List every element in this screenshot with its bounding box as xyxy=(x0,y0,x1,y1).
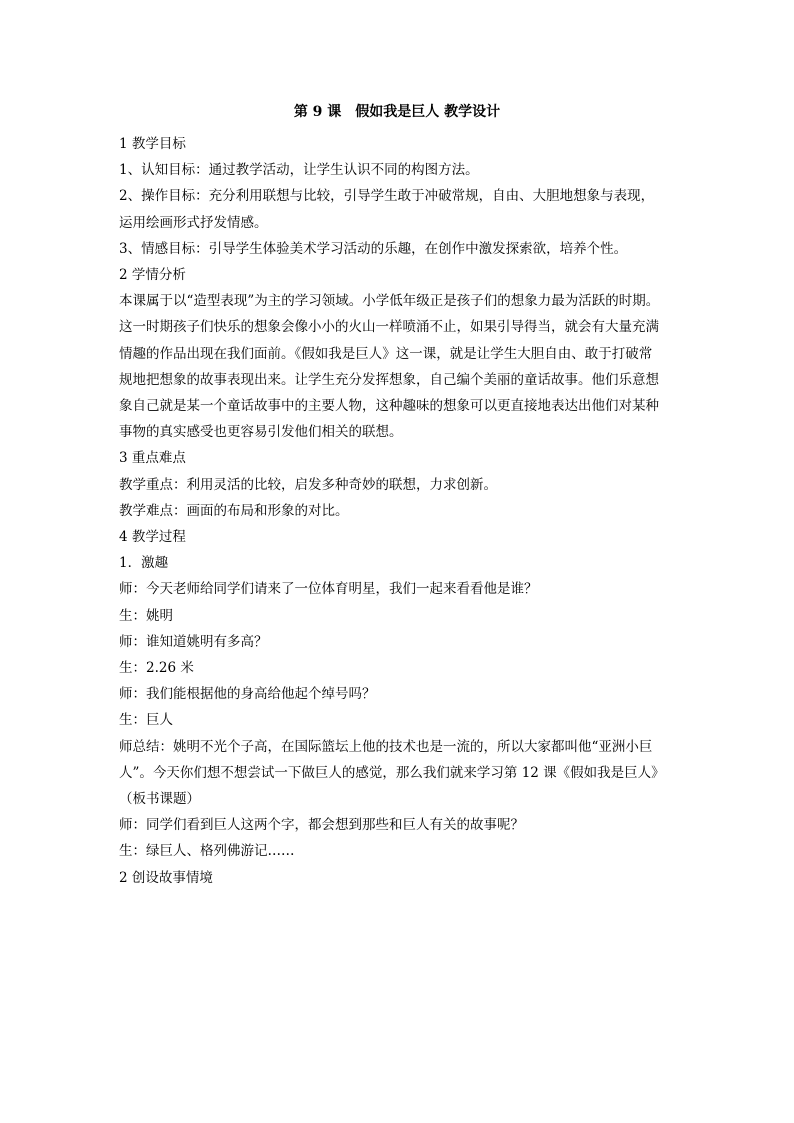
section-heading-key-points: 3 重点难点 xyxy=(119,450,186,467)
paragraph: 这一时期孩子们快乐的想象会像小小的火山一样喷涌不止，如果引导得当，就会有大量充满 xyxy=(119,319,659,336)
section-heading-objectives: 1 教学目标 xyxy=(119,136,186,152)
paragraph: 事物的真实感受也更容易引发他们相关的联想。 xyxy=(119,424,403,441)
subsection-heading: 1．激趣 xyxy=(119,555,169,572)
dialogue-line: 生：姚明 xyxy=(119,607,173,624)
document-body xyxy=(119,131,681,891)
dialogue-line: 师：我们能根据他的身高给他起个绰号吗？ xyxy=(119,686,376,703)
section-heading-analysis: 2 学情分析 xyxy=(119,267,186,284)
paragraph: 1、认知目标：通过教学活动，让学生认识不同的构图方法。 xyxy=(119,162,479,179)
paragraph: 3、情感目标：引导学生体验美术学习活动的乐趣，在创作中激发探索欲，培养个性。 xyxy=(119,240,628,257)
paragraph: 本课属于以“造型表现”为主的学习领域。小学低年级正是孩子们的想象力最为活跃的时期。 xyxy=(119,293,660,310)
dialogue-line: 生：2.26 米 xyxy=(119,660,194,677)
paragraph: 2、操作目标：充分利用联想与比较，引导学生敢于冲破常规，自由、大胆地想象与表现， xyxy=(119,188,655,205)
dialogue-line: 生：绿巨人、格列佛游记…… xyxy=(119,843,295,860)
dialogue-line: 人”。今天你们想不想尝试一下做巨人的感觉，那么我们就来学习第 12 课《假如我是巨人》 xyxy=(119,764,665,781)
dialogue-line: 师总结：姚明不光个子高，在国际篮坛上他的技术也是一流的，所以大家都叫他“亚洲小巨 xyxy=(119,738,653,755)
dialogue-line: 师：今天老师给同学们请来了一位体育明星，我们一起来看看他是谁？ xyxy=(119,581,538,598)
dialogue-line: （板书课题） xyxy=(119,791,200,808)
paragraph: 规地把想象的故事表现出来。让学生充分发挥想象，自己编个美丽的童话故事。他们乐意想 xyxy=(119,371,659,388)
document-title: 第 9 课 假如我是巨人 教学设计 xyxy=(293,104,501,120)
section-heading-process: 4 教学过程 xyxy=(119,529,186,546)
dialogue-line: 师：谁知道姚明有多高？ xyxy=(119,633,268,650)
paragraph: 情趣的作品出现在我们面前。《假如我是巨人》这一课，就是让学生大胆自由、敢于打破常 xyxy=(119,345,653,362)
paragraph: 教学重点：利用灵活的比较，启发多种奇妙的联想，力求创新。 xyxy=(119,476,497,493)
paragraph: 运用绘画形式抒发情感。 xyxy=(119,214,268,231)
subsection-heading: 2 创设故事情境 xyxy=(119,869,213,886)
dialogue-line: 师：同学们看到巨人这两个字，都会想到那些和巨人有关的故事呢？ xyxy=(119,817,524,834)
paragraph: 教学难点：画面的布局和形象的对比。 xyxy=(119,502,349,519)
dialogue-line: 生：巨人 xyxy=(119,712,173,729)
paragraph: 象自己就是某一个童话故事中的主要人物，这种趣味的想象可以更直接地表达出他们对某种 xyxy=(119,398,659,415)
